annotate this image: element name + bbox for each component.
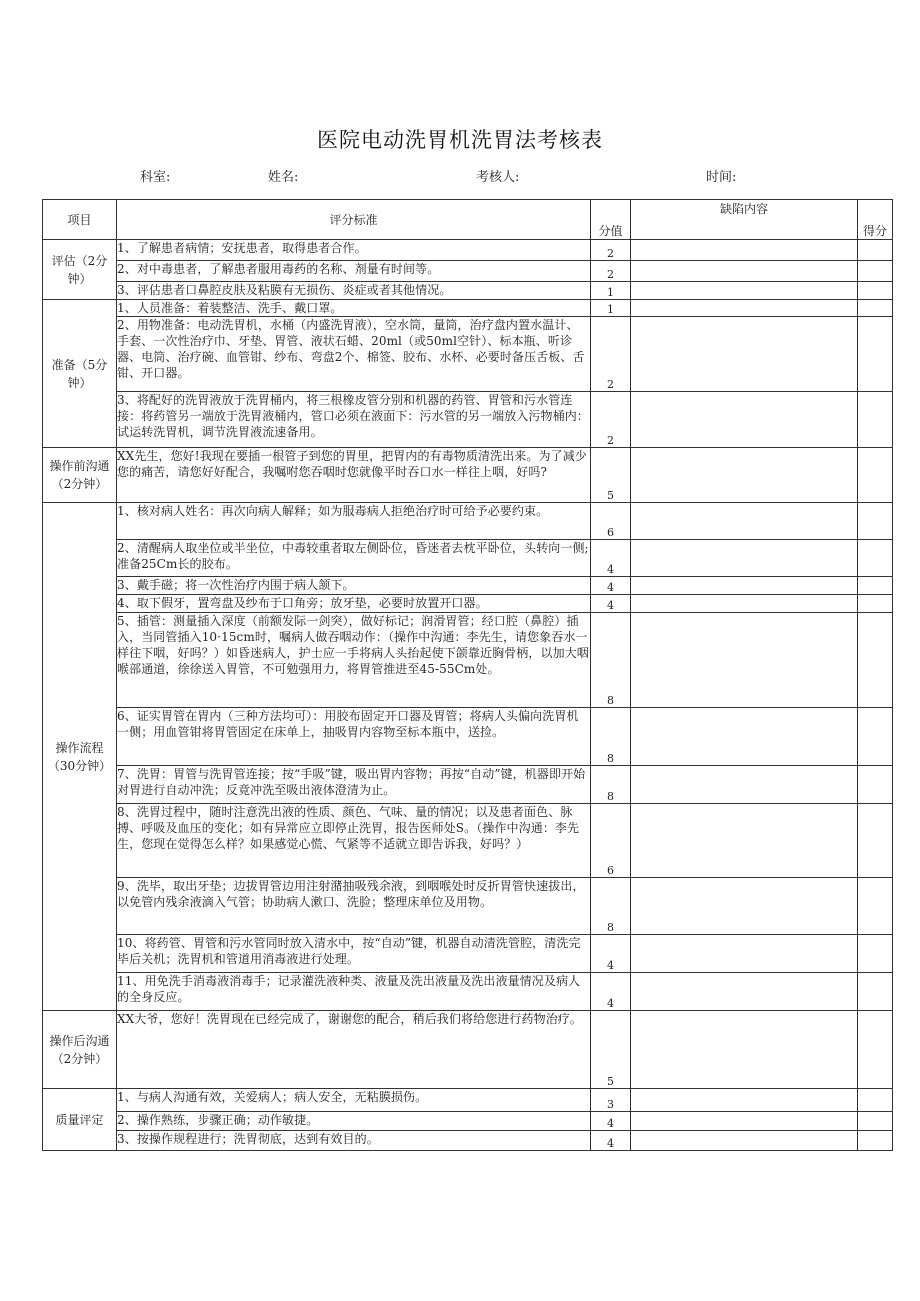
table-row: [43, 448, 893, 503]
defect-cell[interactable]: [631, 878, 858, 935]
score-cell: 4: [591, 935, 631, 973]
criteria-cell: 2、清醒病人取坐位或半坐位，中毒较重者取左侧卧位，昏迷者去枕平卧位，头转向一侧;准备25Cm长的胶布。: [117, 540, 591, 577]
got-score-cell[interactable]: [858, 766, 893, 804]
table-row: [43, 1011, 893, 1089]
criteria-cell: XX先生，您好!我现在要插一根管子到您的胃里，把胃内的有毒物质清洗出来。为了减少您的痛苦，请您好好配合，我嘱咐您吞咽时您就像平时吞口水一样往上咽，好吗?: [117, 448, 591, 503]
defect-cell[interactable]: [631, 708, 858, 766]
defect-cell[interactable]: [631, 240, 858, 261]
category-cell: 准备（5分钟）: [43, 300, 117, 448]
department-label: 科室:: [140, 170, 171, 185]
category-cell: 操作后沟通（2分钟）: [43, 1011, 117, 1089]
table-row: [43, 973, 893, 1011]
defect-cell[interactable]: [631, 540, 858, 577]
criteria-cell: 1、核对病人姓名：再次向病人解释；如为服毒病人拒绝治疗时可给予必要约束。: [117, 503, 591, 540]
score-cell: 4: [591, 577, 631, 595]
got-score-cell[interactable]: [858, 300, 893, 317]
criteria-cell: 3、将配好的洗胃液放于洗胃桶内，将三根橡皮管分别和机器的药管、胃管和污水管连接：将药管另一端放于洗胃液桶内，管口必须在液面下：污水管的另一端放入污物桶内：试运转洗胃机，调节洗胃液流速备用。: [117, 392, 591, 448]
table-row: [43, 261, 893, 282]
criteria-cell: 3、按操作规程进行；洗胃彻底，达到有效目的。: [117, 1131, 591, 1151]
header-got-score: 得分: [858, 200, 893, 240]
score-cell: 5: [591, 448, 631, 503]
examiner-label: 考核人:: [476, 170, 520, 185]
defect-cell[interactable]: [631, 1131, 858, 1151]
table-row: [43, 577, 893, 595]
criteria-cell: 3、戴手磁；将一次性治疗内围于病人颔下。: [117, 577, 591, 595]
criteria-cell: 2、用物准备：电动洗胃机，水桶（内盛洗胃液），空水筒，量筒，治疗盘内置水温计、手套、一次性治疗巾、牙垫、胃管、液状石蜡、20ml（或50ml空针）、标本瓶、听诊器、电筒、治疗碗、血管钳、纱布、弯盘2个、棉签、胶布、水杯、必要时备压舌板、舌钳、开口器。: [117, 317, 591, 392]
score-cell: 4: [591, 595, 631, 613]
score-cell: 2: [591, 261, 631, 282]
criteria-cell: 10、将药管、胃管和污水管同时放入清水中，按“自动”键，机器自动清洗管腔，清洗完毕后关机；洗胃机和管道用消毒液进行处理。: [117, 935, 591, 973]
defect-cell[interactable]: [631, 282, 858, 300]
defect-cell[interactable]: [631, 613, 858, 708]
got-score-cell[interactable]: [858, 595, 893, 613]
score-cell: 2: [591, 240, 631, 261]
defect-cell[interactable]: [631, 448, 858, 503]
criteria-cell: 2、对中毒患者，了解患者服用毒药的名称、剂量有时间等。: [117, 261, 591, 282]
got-score-cell[interactable]: [858, 392, 893, 448]
table-row: [43, 240, 893, 261]
score-cell: 2: [591, 392, 631, 448]
score-cell: 6: [591, 804, 631, 878]
table-row: [43, 282, 893, 300]
header-score: 分值: [591, 200, 631, 240]
got-score-cell[interactable]: [858, 878, 893, 935]
score-cell: 4: [591, 1131, 631, 1151]
score-cell: 4: [591, 1112, 631, 1131]
criteria-cell: 2、操作熟练，步骤正确；动作敏捷。: [117, 1112, 591, 1131]
got-score-cell[interactable]: [858, 1089, 893, 1112]
defect-cell[interactable]: [631, 973, 858, 1011]
got-score-cell[interactable]: [858, 804, 893, 878]
defect-cell[interactable]: [631, 1089, 858, 1112]
got-score-cell[interactable]: [858, 708, 893, 766]
score-cell: 3: [591, 1089, 631, 1112]
header-row: [43, 200, 893, 240]
got-score-cell[interactable]: [858, 973, 893, 1011]
table-row: [43, 804, 893, 878]
defect-cell[interactable]: [631, 317, 858, 392]
form-title: 医院电动洗胃机洗胃法考核表: [317, 128, 603, 152]
got-score-cell[interactable]: [858, 1011, 893, 1089]
category-cell: 评估（2分钟）: [43, 240, 117, 300]
score-cell: 5: [591, 1011, 631, 1089]
got-score-cell[interactable]: [858, 317, 893, 392]
table-row: [43, 935, 893, 973]
score-cell: 8: [591, 878, 631, 935]
table-row: [43, 1112, 893, 1131]
defect-cell[interactable]: [631, 261, 858, 282]
name-label: 姓名:: [268, 170, 299, 185]
defect-cell[interactable]: [631, 935, 858, 973]
got-score-cell[interactable]: [858, 577, 893, 595]
header-criteria: 评分标准: [117, 200, 591, 240]
criteria-cell: 9、洗毕，取出牙垫；边拔胃管边用注射潴抽吸残余液，到咽喉处时反折胃管快速拔出，以免管内残余液滴入气管；协助病人漱口、洗脸；整理床单位及用物。: [117, 878, 591, 935]
criteria-cell: 1、与病人沟通有效，关爱病人；病人安全，无粘膜损伤。: [117, 1089, 591, 1112]
defect-cell[interactable]: [631, 300, 858, 317]
category-cell: 操作前沟通（2分钟）: [43, 448, 117, 503]
score-cell: 1: [591, 300, 631, 317]
table-row: [43, 878, 893, 935]
score-cell: 1: [591, 282, 631, 300]
table-row: [43, 595, 893, 613]
criteria-cell: 7、洗胃：胃管与洗胃管连接；按“手吸”键，吸出胃内容物；再按“自动”键，机器即开始对胃进行自动冲洗；反竟冲洗至吸出液体澄清为止。: [117, 766, 591, 804]
header-defect: 缺陷内容: [631, 200, 858, 240]
got-score-cell[interactable]: [858, 935, 893, 973]
got-score-cell[interactable]: [858, 240, 893, 261]
score-cell: 4: [591, 973, 631, 1011]
table-row: [43, 766, 893, 804]
score-cell: 6: [591, 503, 631, 540]
category-cell: 质量评定: [43, 1089, 117, 1151]
table-row: [43, 1131, 893, 1151]
criteria-cell: 1、了解患者病情；安抚患者，取得患者合作。: [117, 240, 591, 261]
score-cell: 8: [591, 766, 631, 804]
header-item: 项目: [43, 200, 117, 240]
score-cell: 8: [591, 708, 631, 766]
criteria-cell: 11、用免洗手消毒液消毒手；记录灌洗液种类、液量及洗出液量及洗出液量情况及病人的全身反应。: [117, 973, 591, 1011]
table-row: [43, 708, 893, 766]
got-score-cell[interactable]: [858, 1131, 893, 1151]
table-row: [43, 300, 893, 317]
got-score-cell[interactable]: [858, 261, 893, 282]
defect-cell[interactable]: [631, 577, 858, 595]
defect-cell[interactable]: [631, 1011, 858, 1089]
table-row: [43, 613, 893, 708]
category-cell: 操作流程（30分钟）: [43, 503, 117, 1011]
table-row: [43, 503, 893, 540]
defect-cell[interactable]: [631, 804, 858, 878]
criteria-cell: 8、洗胃过程中，随时注意洗出液的性质、颜色、气味、量的情况；以及患者面色、脉搏、呼吸及血压的变化；如有异常应立即停止洗胃，报告医师处S。（操作中沟通：李先生，您现在觉得怎么样？如果感觉心慌、气紧等不适就立即告诉我，好吗？）: [117, 804, 591, 878]
criteria-cell: 5、插管：测量插入深度（前额发际一剑突），做好标记；润滑胃管；经口腔（鼻腔）插入，当同管插入10·15cm时，嘱病人做吞咽动作：（操作中沟通：李先生，请您象吞水一样往下咽，好吗？）如昏迷病人，护士应一手将病人头抬起使下颌靠近胸骨柄，以加大咽喉部通道，徐徐送入胃管，不可勉强用力，将胃管推进至45-55Cm处。: [117, 613, 591, 708]
got-score-cell[interactable]: [858, 282, 893, 300]
got-score-cell[interactable]: [858, 1112, 893, 1131]
criteria-cell: 3、评估患者口鼻腔皮肤及粘膜有无损伤、炎症或者其他情况。: [117, 282, 591, 300]
criteria-cell: 6、证实胃管在胃内（三种方法均可）：用胶布固定开口器及胃管；将病人头偏向洗胃机一侧；用血管钳将胃管固定在床单上，抽吸胃内容物至标本瓶中，送捡。: [117, 708, 591, 766]
table-row: [43, 540, 893, 577]
got-score-cell[interactable]: [858, 540, 893, 577]
defect-cell[interactable]: [631, 392, 858, 448]
got-score-cell[interactable]: [858, 448, 893, 503]
criteria-cell: XX大爷，您好！洗胃现在已经完成了，谢谢您的配合，稍后我们将给您进行药物治疗。: [117, 1011, 591, 1089]
defect-cell[interactable]: [631, 503, 858, 540]
score-cell: 2: [591, 317, 631, 392]
got-score-cell[interactable]: [858, 503, 893, 540]
score-cell: 8: [591, 613, 631, 708]
table-row: [43, 317, 893, 392]
criteria-cell: 4、取下假牙，置弯盘及纱布于口角旁；放牙垫，必要时放置开口器。: [117, 595, 591, 613]
criteria-cell: 1、人员准备：着装整洁、洗手、戴口罩。: [117, 300, 591, 317]
assessment-table-body: [43, 200, 893, 1151]
table-row: [43, 1089, 893, 1112]
time-label: 时间:: [706, 170, 737, 185]
score-cell: 4: [591, 540, 631, 577]
defect-cell[interactable]: [631, 1112, 858, 1131]
table-row: [43, 392, 893, 448]
defect-cell[interactable]: [631, 595, 858, 613]
defect-cell[interactable]: [631, 766, 858, 804]
got-score-cell[interactable]: [858, 613, 893, 708]
assessment-table: [42, 199, 893, 1151]
